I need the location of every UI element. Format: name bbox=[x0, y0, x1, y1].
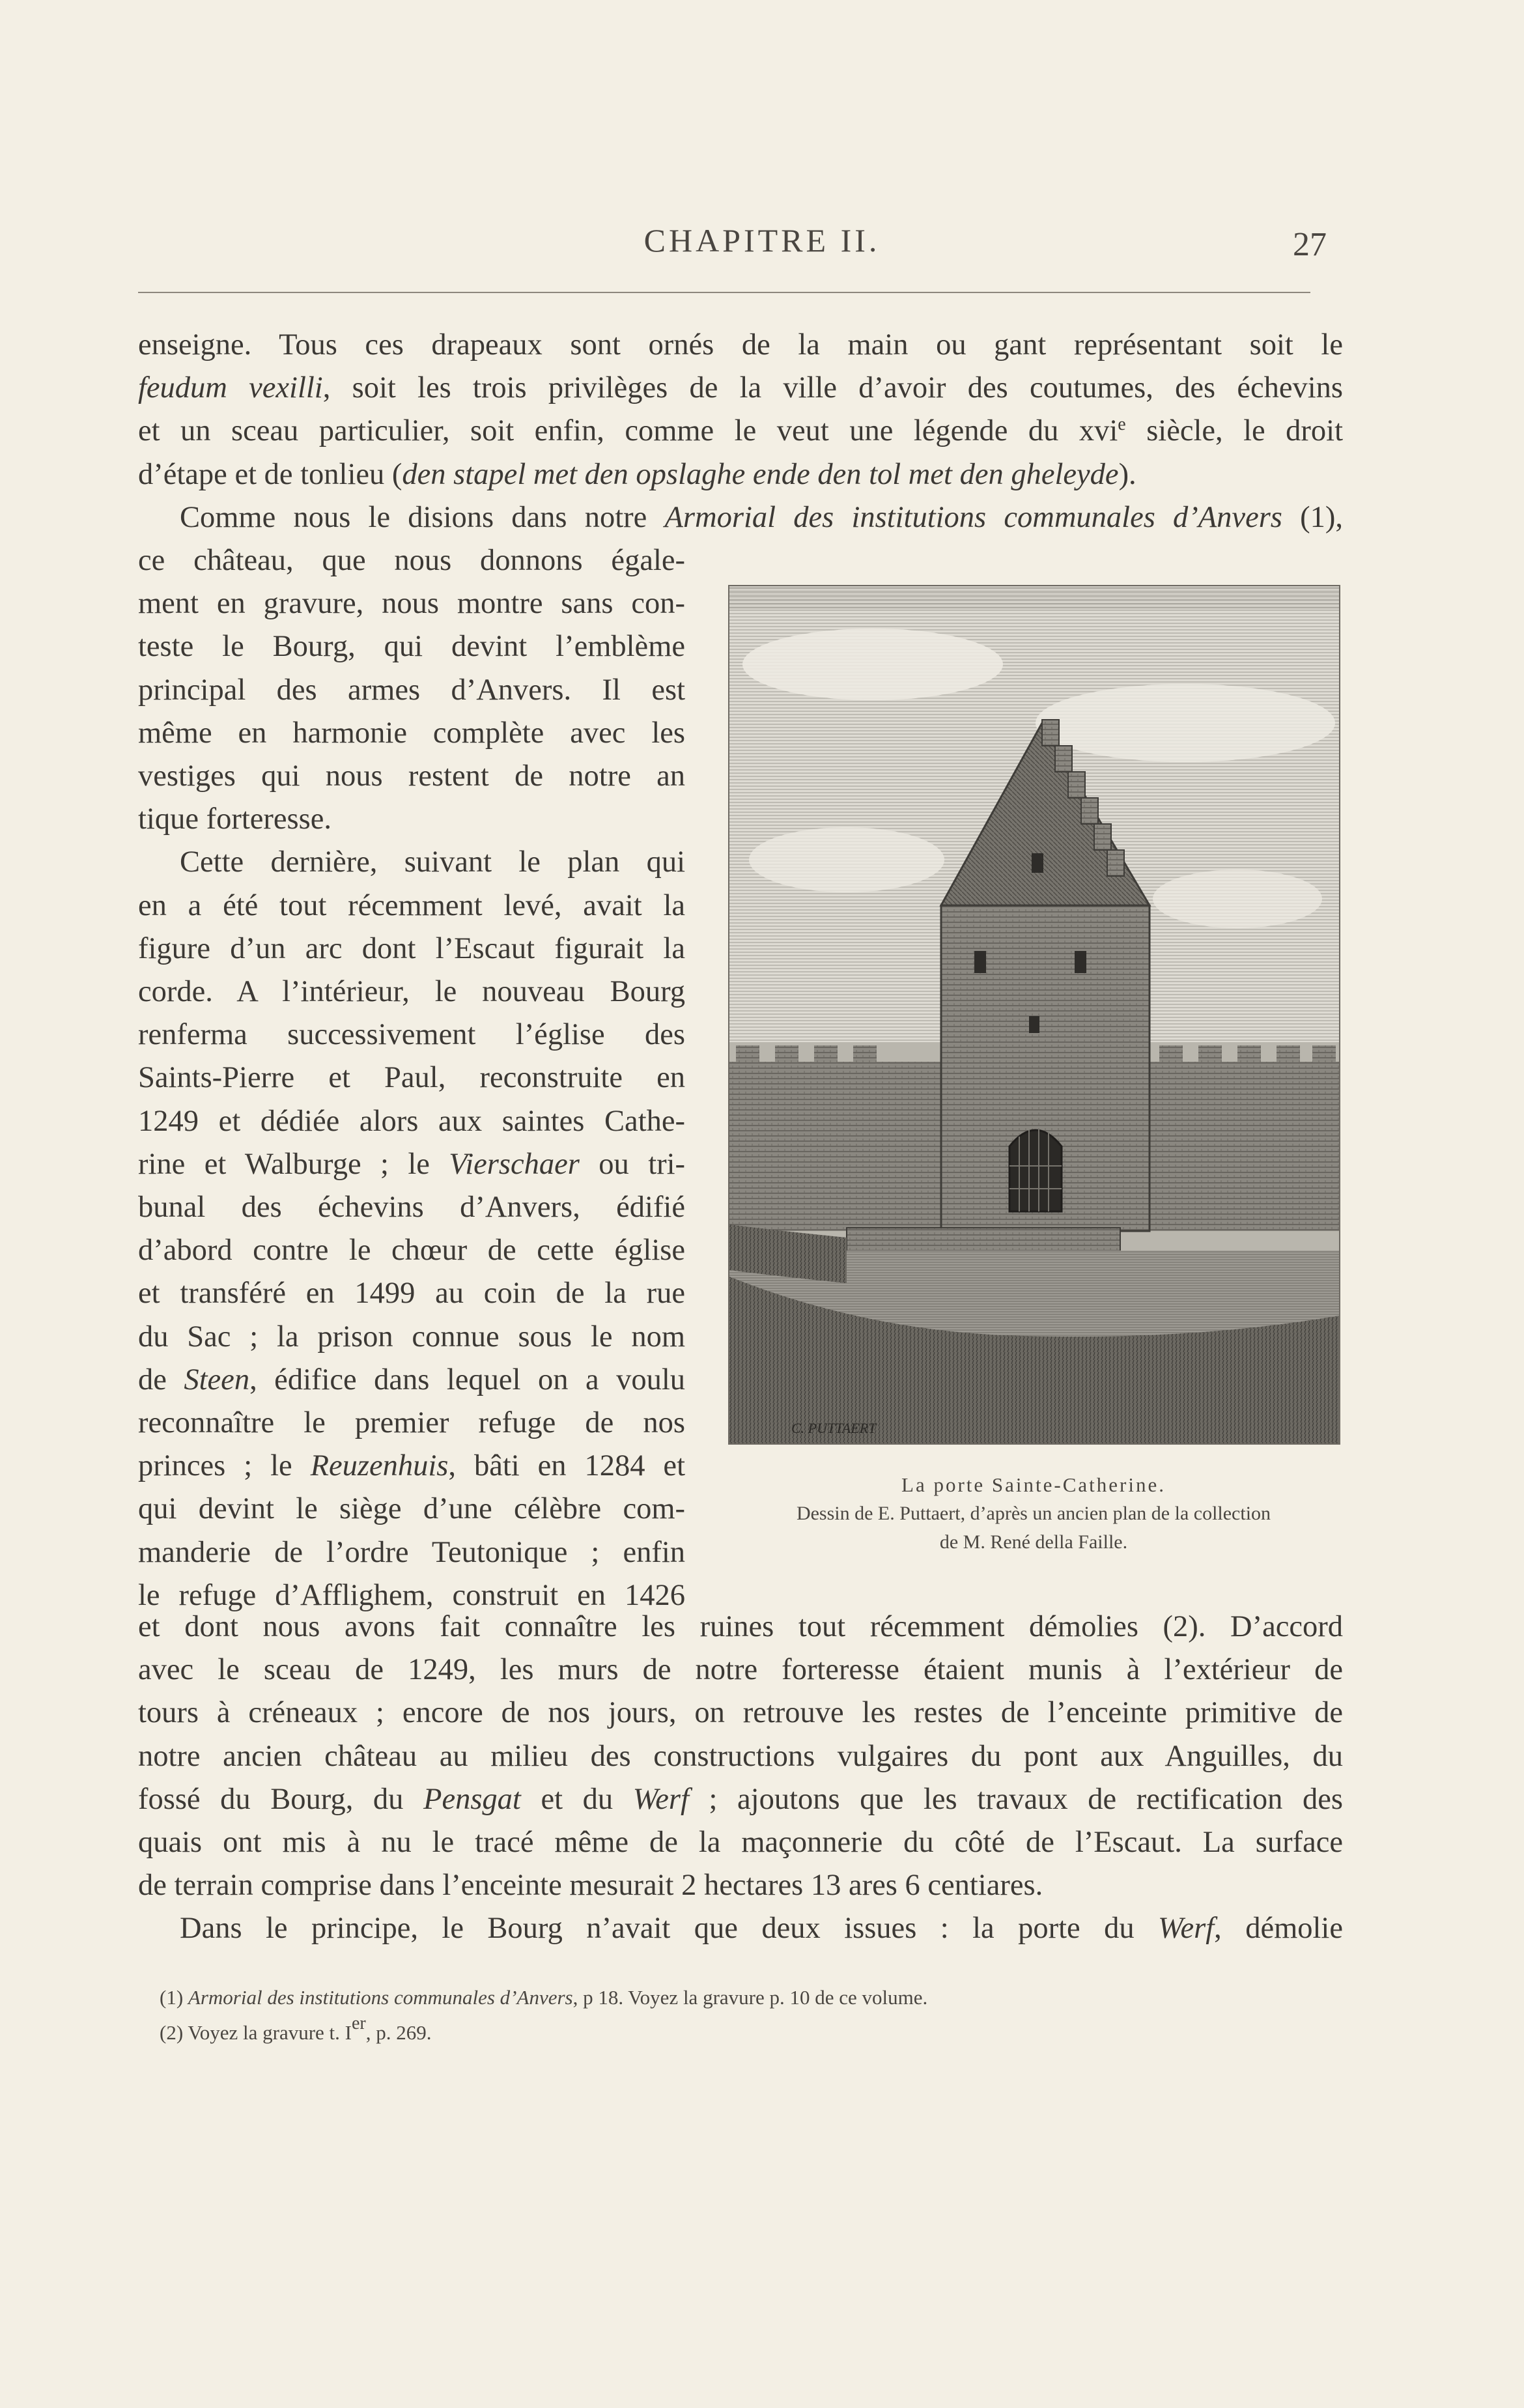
text-line: renferma successivement l’église des bbox=[138, 1018, 685, 1052]
text-line: Comme nous le disions dans notre Armorial des institutions communales d’Anvers (1), bbox=[180, 500, 1343, 534]
column-text-block bbox=[138, 539, 685, 1617]
text-line: tours à créneaux ; encore de nos jours, on retrouve les restes de l’enceinte primitive de bbox=[138, 1696, 1343, 1730]
artist-signature: C. PUTTAERT bbox=[791, 1420, 877, 1436]
header-rule bbox=[138, 292, 1310, 293]
text-line: tique forteresse. bbox=[138, 802, 332, 836]
text-line: principal des armes d’Anvers. Il est bbox=[138, 673, 685, 707]
text-line: notre ancien château au milieu des constructions vulgaires du pont aux Anguilles, du bbox=[138, 1739, 1343, 1773]
text-line: Cette dernière, suivant le plan qui bbox=[180, 845, 685, 879]
text-line: enseigne. Tous ces drapeaux sont ornés de la main ou gant représentant soit le bbox=[138, 328, 1343, 361]
text-line: rine et Walburge ; le Vierschaer ou tri- bbox=[138, 1147, 686, 1181]
text-line: reconnaître le premier refuge de nos bbox=[138, 1406, 685, 1440]
text-line: teste le Bourg, qui devint l’emblème bbox=[138, 630, 685, 664]
engraving-figure bbox=[728, 585, 1340, 1445]
text-line: du Sac ; la prison connue sous le nom bbox=[138, 1320, 685, 1353]
text-line: Dans le principe, le Bourg n’avait que deux issues : la porte du Werf, démolie bbox=[180, 1912, 1343, 1946]
bottom-text-block bbox=[138, 1606, 1343, 1951]
text-line: feudum vexilli, soit les trois privilèges de la ville d’avoir des coutumes, des échevins bbox=[138, 371, 1344, 405]
caption-line: de M. René della Faille. bbox=[939, 1531, 1128, 1553]
text-line: même en harmonie complète avec les bbox=[138, 716, 685, 750]
text-line: avec le sceau de 1249, les murs de notre forteresse étaient munis à l’extérieur de bbox=[138, 1653, 1343, 1687]
text-line: quais ont mis à nu le tracé même de la maçonnerie du côté de l’Escaut. La surface bbox=[138, 1826, 1343, 1860]
text-line: le refuge d’Afflighem, construit en 1426 bbox=[138, 1578, 685, 1612]
text-line: vestiges qui nous restent de notre an bbox=[138, 759, 685, 793]
text-line: ment en gravure, nous montre sans con- bbox=[138, 587, 685, 621]
text-line: de Steen, édifice dans lequel on a voulu bbox=[138, 1363, 685, 1396]
text-line: Saints-Pierre et Paul, reconstruite en bbox=[138, 1061, 685, 1095]
running-head: CHAPITRE II. bbox=[643, 222, 881, 259]
top-text-block bbox=[138, 324, 1343, 539]
text-line: fossé du Bourg, du Pensgat et du Werf ; ajoutons que les travaux de rectification des bbox=[138, 1782, 1343, 1816]
footnote: (2) Voyez la gravure t. Ier, p. 269. bbox=[160, 2013, 432, 2044]
text-line: et dont nous avons fait connaître les ruines tout récemment démolies (2). D’accord bbox=[138, 1610, 1343, 1643]
text-line: en a été tout récemment levé, avait la bbox=[138, 888, 685, 922]
text-line: de terrain comprise dans l’enceinte mesurait 2 hectares 13 ares 6 centiares. bbox=[138, 1869, 1043, 1903]
footnotes bbox=[160, 1980, 1332, 2050]
text-line: et transféré en 1499 au coin de la rue bbox=[138, 1277, 685, 1310]
text-line: qui devint le siège d’une célèbre com- bbox=[138, 1492, 685, 1526]
text-line: ce château, que nous donnons égale- bbox=[138, 544, 685, 577]
caption-title: La porte Sainte-Catherine. bbox=[901, 1473, 1166, 1496]
caption-line: Dessin de E. Puttaert, d’après un ancien plan de la collection bbox=[796, 1503, 1271, 1524]
text-line: manderie de l’ordre Teutonique ; enfin bbox=[138, 1535, 685, 1569]
footnote: (1) Armorial des institutions communales d’Anvers, p 18. Voyez la gravure p. 10 de ce volume. bbox=[160, 1986, 928, 2009]
castle-gate-engraving bbox=[729, 586, 1339, 1443]
page-number: 27 bbox=[1293, 226, 1327, 263]
text-line: figure d’un arc dont l’Escaut figurait la bbox=[138, 931, 685, 965]
text-line: princes ; le Reuzenhuis, bâti en 1284 et bbox=[138, 1449, 685, 1483]
text-line: 1249 et dédiée alors aux saintes Cathe- bbox=[138, 1104, 685, 1138]
text-line: corde. A l’intérieur, le nouveau Bourg bbox=[138, 975, 685, 1009]
text-line: bunal des échevins d’Anvers, édifié bbox=[138, 1191, 685, 1225]
figure-caption bbox=[711, 1471, 1356, 1557]
text-line: d’étape et de tonlieu (den stapel met den opslaghe ende den tol met den gheleyde). bbox=[138, 457, 1136, 491]
text-line: et un sceau particulier, soit enfin, comme le veut une légende du xvi$^e$ siècle, le droit bbox=[138, 414, 1343, 448]
text-line: d’abord contre le chœur de cette église bbox=[138, 1234, 685, 1268]
